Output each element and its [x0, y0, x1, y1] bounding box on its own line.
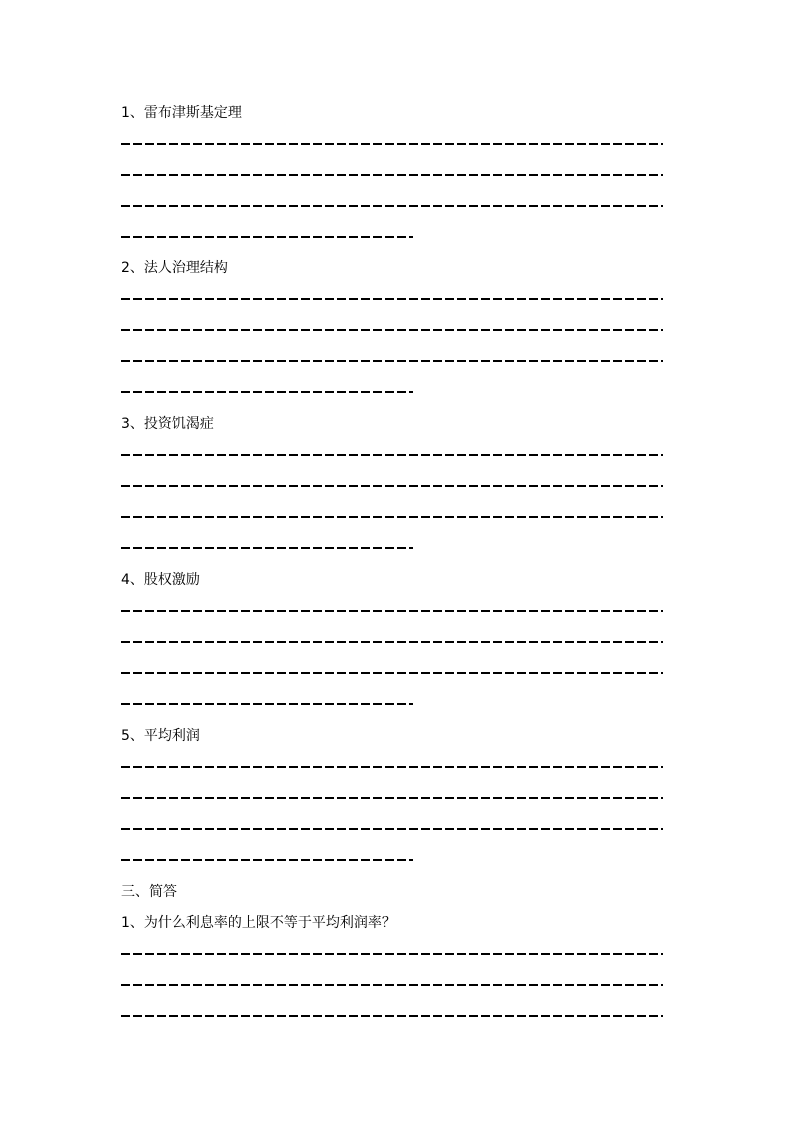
answer-line [121, 329, 663, 331]
answer-line [121, 641, 663, 643]
term-heading: 3、投资饥渴症 [121, 416, 214, 432]
answer-line [121, 391, 413, 393]
term-heading: 5、平均利润 [121, 728, 200, 744]
term-heading: 2、法人治理结构 [121, 260, 228, 276]
answer-line [121, 143, 663, 145]
answer-line [121, 298, 663, 300]
term-heading: 1、雷布津斯基定理 [121, 105, 242, 121]
answer-line [121, 1015, 663, 1017]
answer-line [121, 766, 663, 768]
answer-line [121, 703, 413, 705]
answer-line [121, 828, 663, 830]
answer-line [121, 205, 663, 207]
term-heading: 4、股权激励 [121, 572, 200, 588]
answer-line [121, 236, 413, 238]
answer-line [121, 953, 663, 955]
answer-line [121, 174, 663, 176]
answer-line [121, 485, 663, 487]
answer-line [121, 547, 413, 549]
answer-line [121, 797, 663, 799]
answer-line [121, 610, 663, 612]
answer-line [121, 984, 663, 986]
answer-line [121, 672, 663, 674]
answer-line [121, 454, 663, 456]
answer-line [121, 360, 663, 362]
section-heading: 三、简答 [121, 884, 177, 900]
question-heading: 1、为什么利息率的上限不等于平均利润率？ [121, 915, 396, 931]
answer-line [121, 859, 413, 861]
answer-line [121, 516, 663, 518]
